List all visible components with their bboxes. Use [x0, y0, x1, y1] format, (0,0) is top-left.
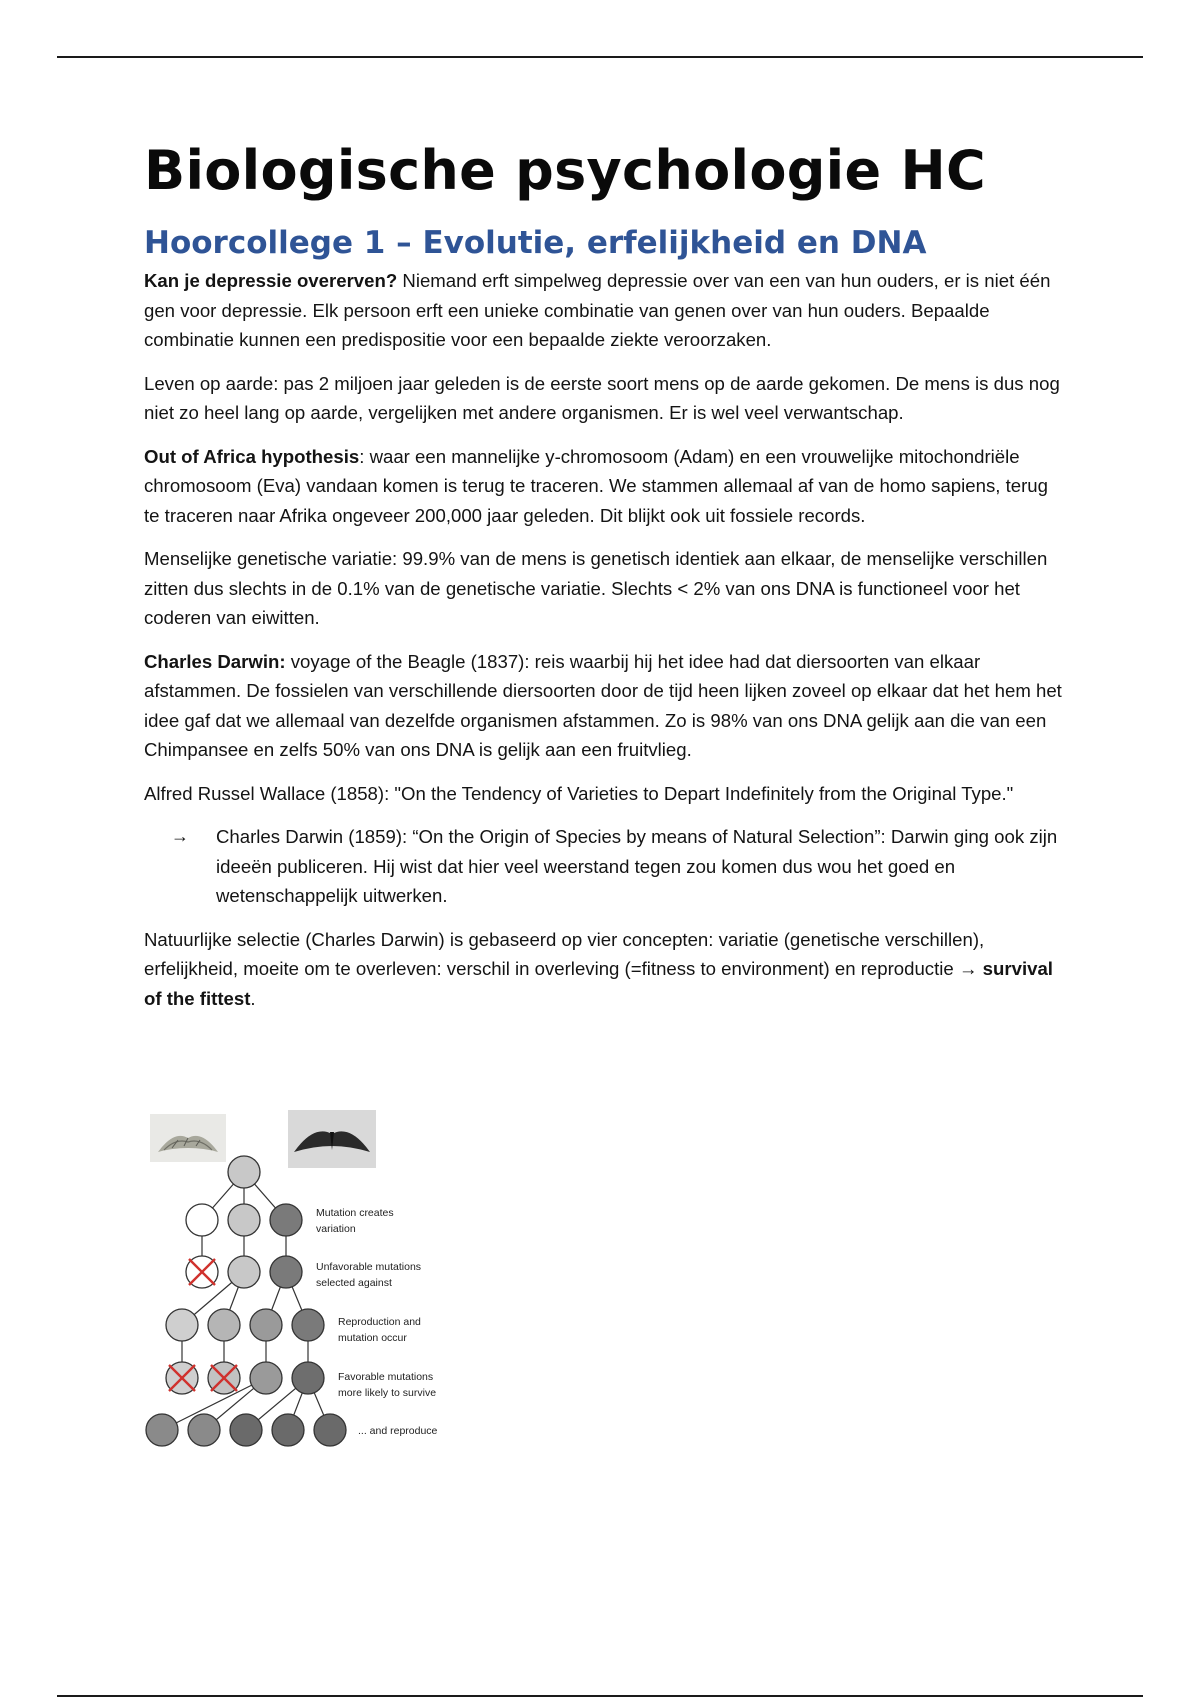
label-mutation-occur: mutation occur: [338, 1332, 407, 1344]
paragraph-genetic-variation: Menselijke genetische variatie: 99.9% van de mens is genetisch identiek aan elkaar, de menselijke verschillen zitten dus slechts in de 0.1% van de genetische variatie. Slechts < 2% van ons DNA is functioneel voor het coderen van eiwitten.: [144, 548, 1048, 628]
paragraph-out-of-africa: [144, 442, 1064, 531]
label-unfavorable: Unfavorable mutations: [316, 1261, 422, 1273]
organism-nodes: [146, 1156, 346, 1446]
bold-lead: Charles Darwin:: [144, 650, 286, 672]
page-content: [144, 140, 1064, 1027]
paragraph-wallace: Alfred Russel Wallace (1858): "On the Tendency of Varieties to Depart Indefinitely from the Original Type.": [144, 782, 1014, 804]
document-title: Biologische psychologie HC: [144, 139, 986, 202]
arrow-right-icon: →: [171, 826, 189, 846]
paragraph-natural-selection: [144, 925, 1064, 1014]
natural-selection-diagram: [144, 1108, 484, 1468]
bold-conclusion: → survival of the fittest: [144, 958, 1053, 1009]
paragraph-end: .: [250, 987, 256, 1009]
label-more-likely: more likely to survive: [338, 1387, 437, 1399]
arrow-list-item: [144, 822, 1064, 911]
label-selected-against: selected against: [316, 1277, 392, 1289]
dark-moth-image: [288, 1110, 376, 1168]
top-rule: [57, 56, 1143, 58]
label-reproduction: Reproduction and: [338, 1316, 421, 1328]
light-moth-image: [150, 1114, 226, 1162]
label-and-reproduce: ... and reproduce: [358, 1425, 438, 1437]
paragraph-text: Niemand erft simpelweg depressie over van een van hun ouders, er is niet één gen voor depressie. Elk persoon erft een unieke combinatie van genen over van hun ouders. Bepaalde combinatie kunnen een predispositie voor een bepaalde ziekte veroorzaken.: [144, 270, 1051, 350]
paragraph-text: voyage of the Beagle (1837): reis waarbij hij het idee had dat diersoorten van elkaar afstammen. De fossielen van verschillende diersoorten door de tijd heen lijken zoveel op elkaar dat het hem het idee gaf dat we allemaal van dezelfde organismen afstammen. Zo is 98% van ons DNA gelijk aan die van een Chimpansee en zelfs 50% van ons DNA is gelijk aan een fruitvlieg.: [144, 650, 1062, 760]
label-favorable: Favorable mutations: [338, 1371, 434, 1383]
bold-lead: Kan je depressie overerven?: [144, 270, 398, 291]
bottom-rule: [57, 1695, 1143, 1697]
bold-lead: Out of Africa hypothesis: [144, 445, 360, 467]
label-variation: variation: [316, 1223, 356, 1235]
label-mutation-creates: Mutation creates: [316, 1207, 394, 1219]
section-heading: Hoorcollege 1 – Evolutie, erfelijkheid en DNA: [144, 225, 927, 261]
paragraph-text: : waar een mannelijke y-chromosoom (Adam) en een vrouwelijke mitochondriële chromosoom (Eva) vandaan komen is terug te traceren. We stammen allemaal af van de homo sapiens, terug te traceren naar Afrika ongeveer 200,000 jaar geleden. Dit blijkt ook uit fossiele records.: [144, 445, 1048, 526]
paragraph-depression: [144, 266, 1064, 355]
arrow-item-text: Charles Darwin (1859): “On the Origin of Species by means of Natural Selection”: Darwin ging ook zijn ideeën publiceren. Hij wist dat hier veel weerstand tegen zou komen dus wou het goed en wetenschappelijk uitwerken.: [216, 826, 1058, 906]
paragraph-life-on-earth: Leven op aarde: pas 2 miljoen jaar geleden is de eerste soort mens op de aarde gekomen. De mens is dus nog niet zo heel lang op aarde, vergelijken met andere organismen. Er is wel veel verwantschap.: [144, 372, 1060, 423]
natural-selection-figure: [144, 1108, 484, 1468]
paragraph-text: Natuurlijke selectie (Charles Darwin) is gebaseerd op vier concepten: variatie (genetische verschillen), erfelijkheid, moeite om te overleven: verschil in overleving (=fitness to environment) en reproductie: [144, 928, 985, 979]
paragraph-darwin: [144, 647, 1064, 765]
